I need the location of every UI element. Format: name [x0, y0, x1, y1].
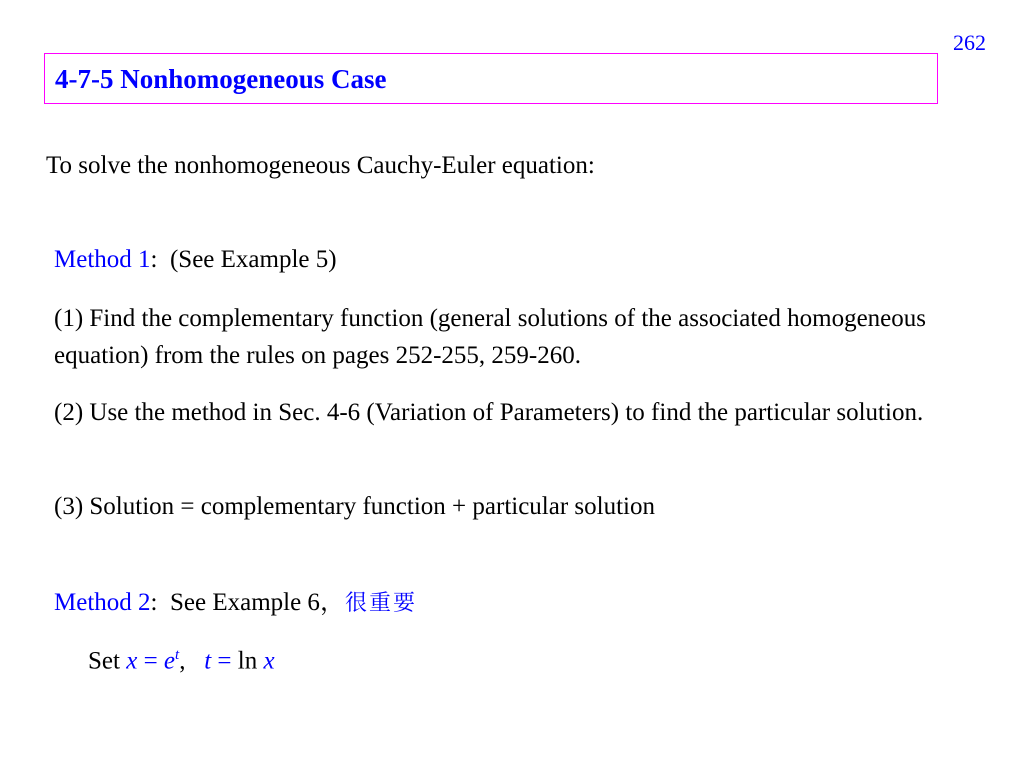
method-1-step-1: (1) Find the complementary function (general solutions of the associated homogeneous equation) from the rules on pages 252-255, 259-260. — [54, 305, 926, 369]
method-1-step-3: (3) Solution = complementary function + particular solution — [54, 493, 655, 520]
method-2-separator: ， — [319, 589, 345, 616]
method-2-note: See Example 6 — [169, 589, 320, 616]
var-x: x — [126, 647, 138, 675]
page-number: 262 — [953, 30, 986, 55]
section-title: 4-7-5 Nonhomogeneous Case — [55, 64, 387, 94]
equals-sign: = — [143, 647, 158, 675]
exponent-t: t — [175, 647, 180, 663]
method-1-note: (See Example 5) — [169, 246, 337, 273]
method-2-label: Method 2 — [54, 589, 151, 616]
set-prefix: Set — [88, 647, 120, 675]
method-1-colon: : — [150, 246, 158, 273]
var-x-2: x — [263, 647, 275, 675]
substitution-line — [88, 647, 275, 675]
method-2-heading — [54, 582, 417, 618]
method-1-label: Method 1 — [54, 246, 151, 273]
ln-function: ln — [237, 647, 258, 675]
method-2-colon: : — [150, 589, 158, 616]
method-2-emphasis: 很重要 — [344, 591, 417, 616]
intro-text: To solve the nonhomogeneous Cauchy-Euler equation: — [46, 152, 595, 179]
title-box — [44, 53, 938, 104]
equals-sign-2: = — [217, 647, 232, 675]
method-1-heading — [54, 246, 337, 274]
method-1-step-2: (2) Use the method in Sec. 4-6 (Variation of Parameters) to find the particular solution. — [54, 399, 924, 426]
var-e: e — [163, 647, 176, 675]
comma: , — [179, 647, 186, 675]
var-t: t — [204, 647, 212, 675]
